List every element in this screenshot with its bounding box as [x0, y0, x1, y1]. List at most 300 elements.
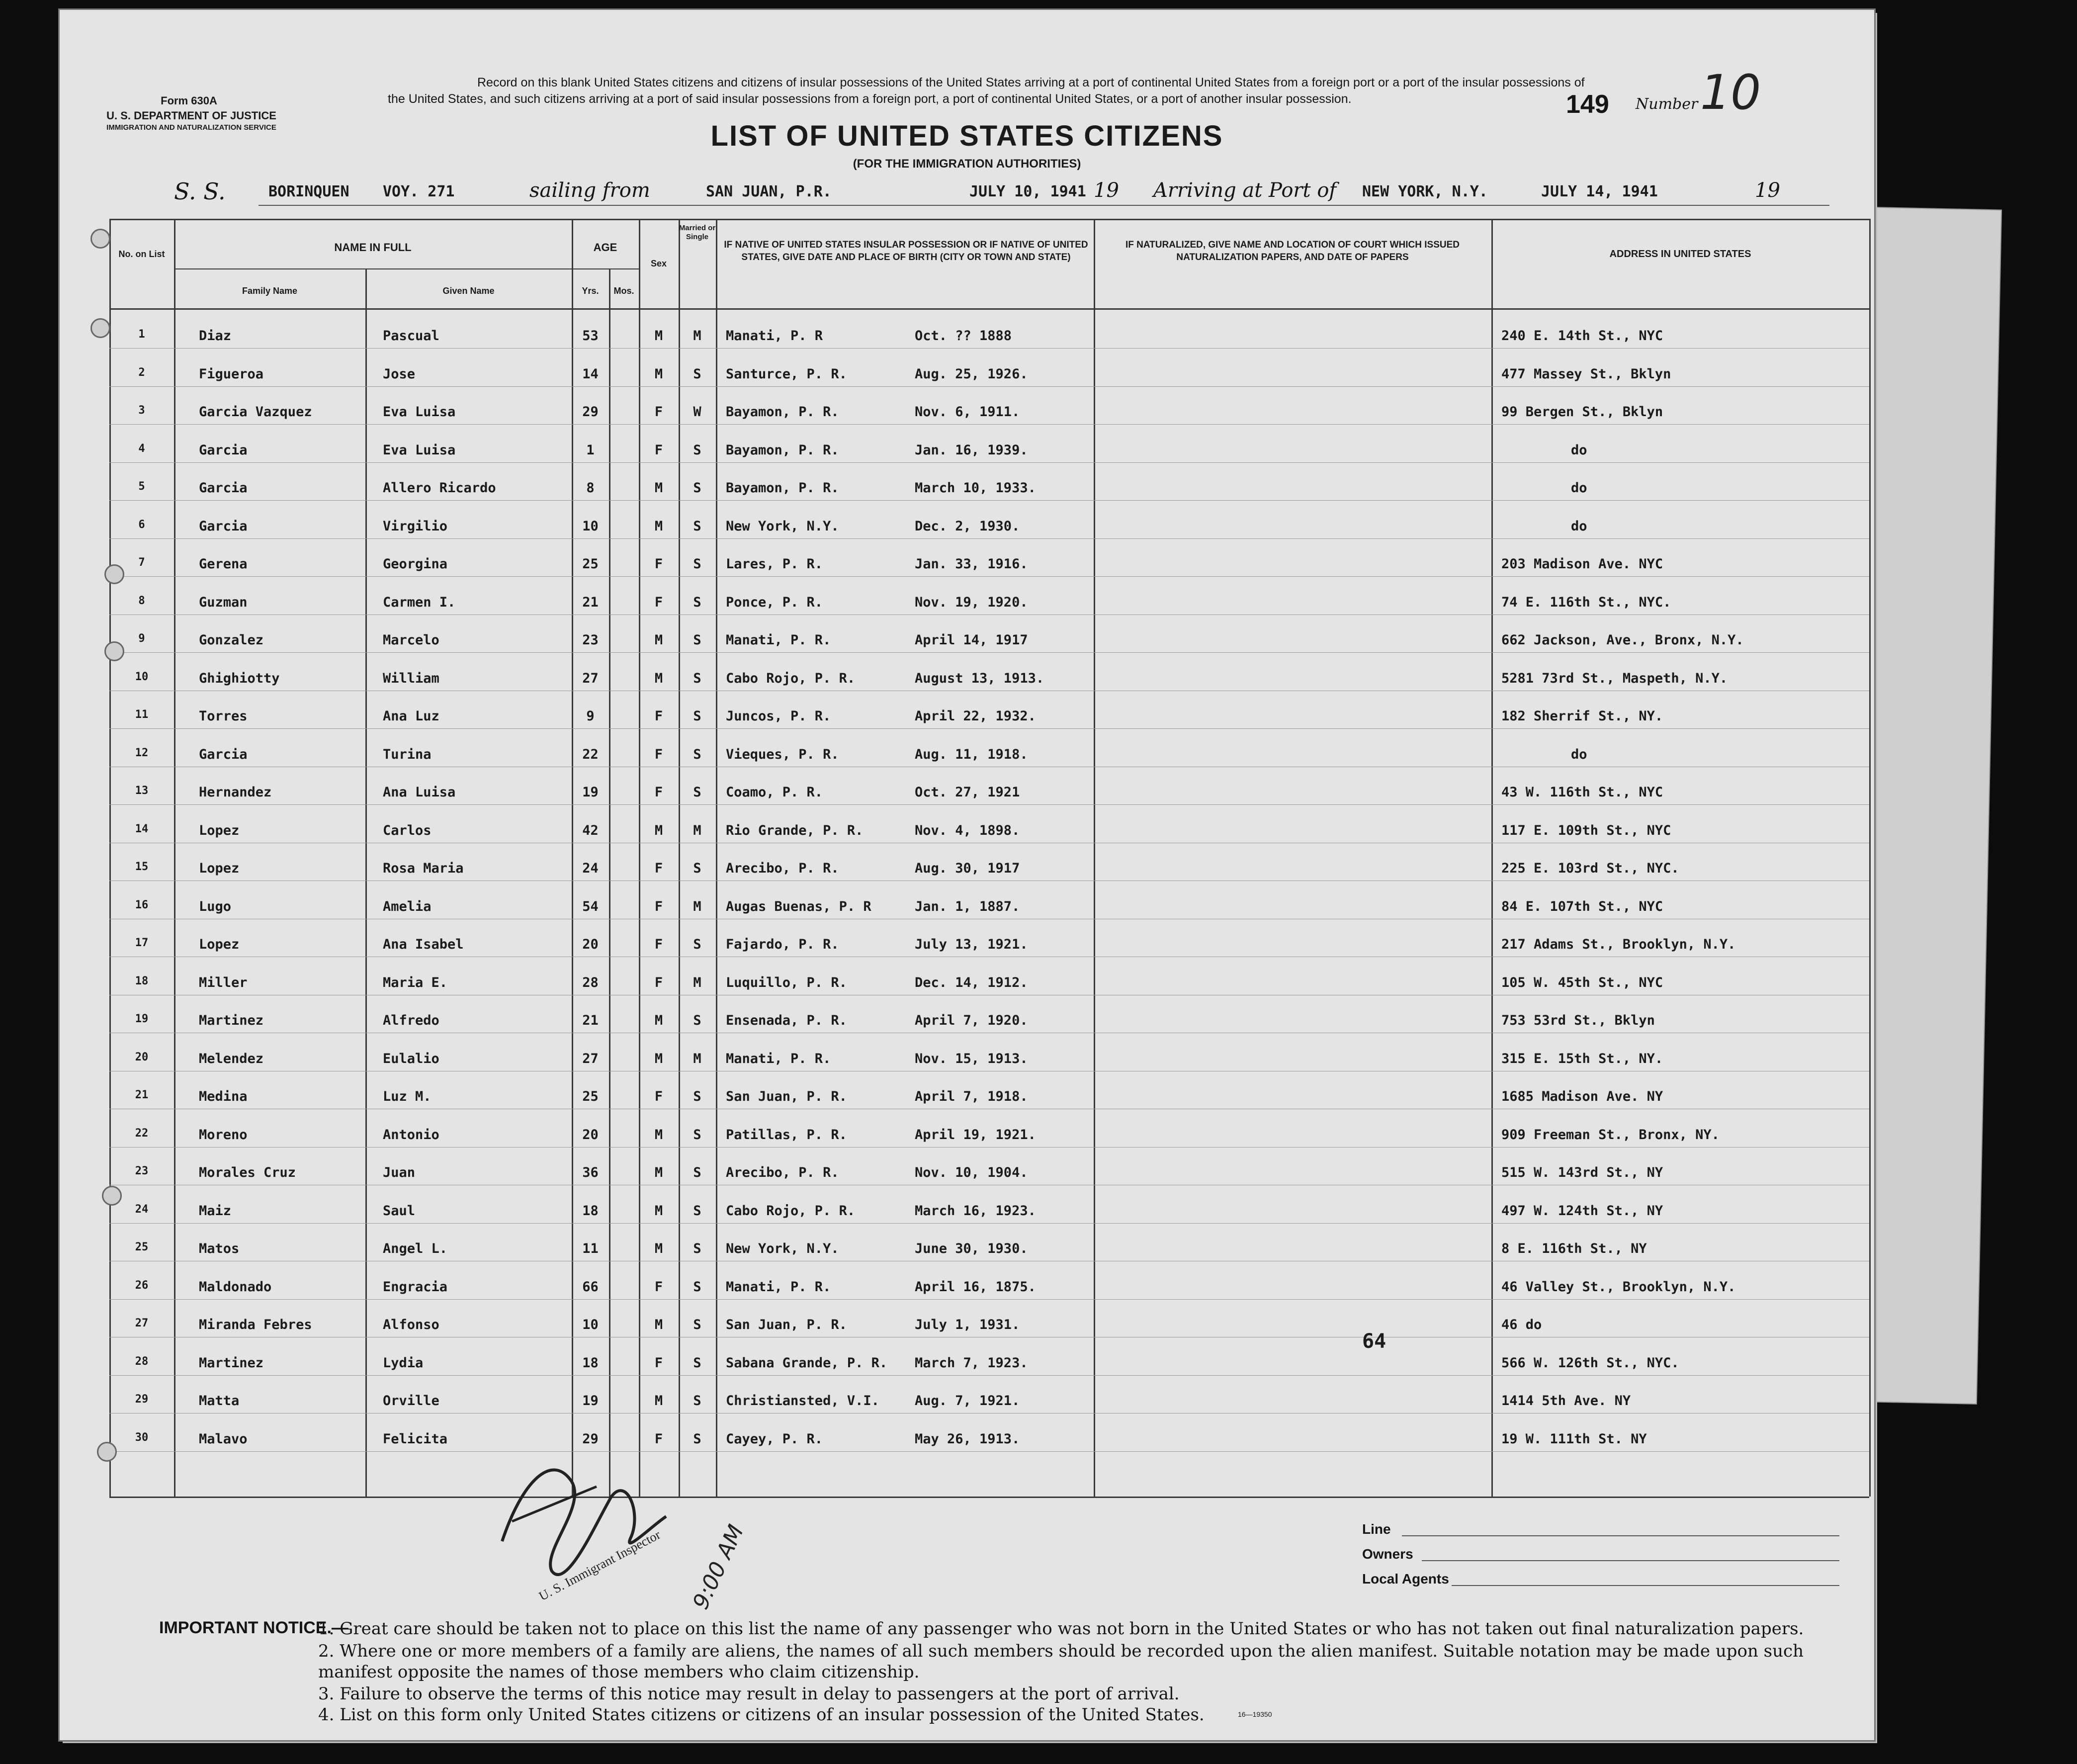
marital-status: S — [693, 1393, 701, 1409]
row-rule — [109, 804, 1869, 805]
us-address: 477 Massey St., Bklyn — [1501, 366, 1671, 382]
us-address: 105 W. 45th St., NYC — [1501, 974, 1663, 990]
row-number: 28 — [135, 1355, 149, 1368]
us-address: 8 E. 116th St., NY — [1501, 1241, 1647, 1256]
marital-status: S — [693, 708, 701, 724]
sex: M — [654, 480, 663, 496]
year-suffix-1: 19 — [1094, 179, 1119, 202]
given-name: Alfonso — [383, 1317, 439, 1332]
row-rule — [109, 386, 1869, 387]
birth-place: Arecibo, P. R. — [726, 1165, 839, 1180]
agents-owners-label: Owners — [1362, 1546, 1413, 1562]
row-number: 19 — [135, 1013, 149, 1025]
given-name: Orville — [383, 1393, 439, 1409]
given-name: Carlos — [383, 822, 432, 838]
age-years: 66 — [582, 1279, 599, 1295]
us-address: 117 E. 109th St., NYC — [1501, 822, 1671, 838]
family-name: Garcia Vazquez — [199, 404, 312, 420]
age-years: 42 — [582, 822, 599, 838]
us-address: do — [1571, 442, 1587, 458]
us-address: 497 W. 124th St., NY — [1501, 1203, 1663, 1219]
marital-status: M — [693, 328, 701, 344]
row-rule — [109, 424, 1869, 425]
age-years: 36 — [582, 1165, 599, 1180]
us-address: 74 E. 116th St., NYC. — [1501, 594, 1671, 610]
birth-date: March 10, 1933. — [915, 480, 1036, 496]
birth-place: New York, N.Y. — [726, 1241, 839, 1256]
age-years: 19 — [582, 1393, 599, 1409]
family-name: Martinez — [199, 1013, 264, 1028]
us-address: 84 E. 107th St., NYC — [1501, 898, 1663, 914]
row-rule — [109, 462, 1869, 463]
birth-place: Christiansted, V.I. — [726, 1393, 879, 1409]
birth-place: Vieques, P. R. — [726, 746, 839, 762]
given-name: Eva Luisa — [383, 442, 456, 458]
family-name: Martinez — [199, 1355, 264, 1371]
print-code: 16—19350 — [1238, 1710, 1272, 1718]
marital-status: S — [693, 556, 701, 572]
marital-status: S — [693, 1165, 701, 1180]
row-rule — [109, 1375, 1869, 1376]
marital-status: S — [693, 861, 701, 876]
family-name: Melendez — [199, 1051, 264, 1066]
birth-place: Sabana Grande, P. R. — [726, 1355, 888, 1371]
family-name: Garcia — [199, 746, 248, 762]
us-address: 240 E. 14th St., NYC — [1501, 328, 1663, 344]
age-years: 27 — [582, 670, 599, 686]
row-number: 27 — [135, 1317, 149, 1329]
age-years: 14 — [582, 366, 599, 382]
birth-date: Oct. ?? 1888 — [915, 328, 1012, 344]
header-age: AGE — [593, 241, 617, 254]
birth-date: Dec. 2, 1930. — [915, 518, 1020, 534]
birth-date: Nov. 15, 1913. — [915, 1051, 1028, 1066]
us-address: 46 Valley St., Brooklyn, N.Y. — [1501, 1279, 1736, 1295]
birth-place: New York, N.Y. — [726, 518, 839, 534]
marital-status: M — [693, 898, 701, 914]
agents-local-label: Local Agents — [1362, 1571, 1449, 1587]
sex: M — [654, 670, 663, 686]
sex: F — [654, 974, 663, 990]
sex: M — [654, 518, 663, 534]
given-name: Rosa Maria — [383, 861, 464, 876]
birth-date: June 30, 1930. — [915, 1241, 1028, 1256]
birth-date: March 16, 1923. — [915, 1203, 1036, 1219]
row-rule — [109, 348, 1869, 349]
marital-status: S — [693, 1355, 701, 1371]
header-mos: Mos. — [613, 286, 634, 296]
binder-hole — [102, 1186, 122, 1206]
header-family-name: Family Name — [242, 286, 298, 296]
signature-inspector-text: U. S. Immigrant Inspector — [536, 1527, 663, 1604]
binder-hole — [97, 1442, 117, 1462]
sailing-date: JULY 10, 1941 — [969, 183, 1086, 200]
row-number: 1 — [138, 328, 145, 341]
sex: M — [654, 632, 663, 648]
given-name: Marcelo — [383, 632, 439, 648]
family-name: Diaz — [199, 328, 232, 344]
marital-status: S — [693, 366, 701, 382]
service: IMMIGRATION AND NATURALIZATION SERVICE — [106, 123, 276, 132]
birth-date: April 16, 1875. — [915, 1279, 1036, 1295]
us-address: 19 W. 111th St. NY — [1501, 1431, 1647, 1447]
sex: M — [654, 1127, 663, 1143]
row-number: 30 — [135, 1431, 149, 1444]
birth-date: Nov. 6, 1911. — [915, 404, 1020, 420]
birth-place: Cayey, P. R. — [726, 1431, 823, 1447]
marital-status: S — [693, 1241, 701, 1256]
us-address: 662 Jackson, Ave., Bronx, N.Y. — [1501, 632, 1744, 648]
row-number: 9 — [138, 632, 145, 645]
marital-status: S — [693, 937, 701, 952]
binder-hole — [90, 318, 110, 338]
row-number: 10 — [135, 670, 149, 683]
given-name: Eulalio — [383, 1051, 439, 1066]
birth-date: Nov. 19, 1920. — [915, 594, 1028, 610]
family-name: Malavo — [199, 1431, 248, 1447]
birth-place: Fajardo, P. R. — [726, 937, 839, 952]
sex: F — [654, 442, 663, 458]
form-number: Form 630A — [161, 94, 217, 107]
manifest-page — [60, 10, 1874, 1740]
sex: F — [654, 1355, 663, 1371]
row-rule — [109, 1451, 1869, 1452]
notice-item-1: 1. Great care should be taken not to place on this list the name of any passenger who was not born in the United States or who has not taken out final naturalization papers. — [318, 1619, 1804, 1639]
family-name: Lopez — [199, 937, 240, 952]
family-name: Lugo — [199, 898, 232, 914]
sex: F — [654, 746, 663, 762]
sailing-from-label: sailing from — [529, 179, 650, 202]
sex: F — [654, 861, 663, 876]
given-name: Ana Isabel — [383, 937, 464, 952]
header-yrs: Yrs. — [582, 286, 599, 296]
given-name: Pascual — [383, 328, 439, 344]
us-address: 753 53rd St., Bklyn — [1501, 1013, 1655, 1028]
marital-status: S — [693, 785, 701, 800]
row-rule — [109, 1223, 1869, 1224]
birth-place: Arecibo, P. R. — [726, 861, 839, 876]
birth-place: Juncos, P. R. — [726, 708, 831, 724]
sex: F — [654, 708, 663, 724]
birth-place: Ponce, P. R. — [726, 594, 823, 610]
row-number: 12 — [135, 746, 149, 759]
sex: F — [654, 404, 663, 420]
header-given-name: Given Name — [442, 286, 495, 296]
sex: F — [654, 1431, 663, 1447]
sex: M — [654, 1393, 663, 1409]
sex: F — [654, 1089, 663, 1104]
us-address: 203 Madison Ave. NYC — [1501, 556, 1663, 572]
birth-date: Dec. 14, 1912. — [915, 974, 1028, 990]
age-years: 23 — [582, 632, 599, 648]
row-number: 8 — [138, 594, 145, 607]
age-years: 28 — [582, 974, 599, 990]
page-title: LIST OF UNITED STATES CITIZENS — [710, 120, 1223, 152]
us-address: 5281 73rd St., Maspeth, N.Y. — [1501, 670, 1728, 686]
family-name: Gonzalez — [199, 632, 264, 648]
sex: F — [654, 937, 663, 952]
sex: F — [654, 1279, 663, 1295]
given-name: Antonio — [383, 1127, 439, 1143]
birth-date: April 14, 1917 — [915, 632, 1028, 648]
family-name: Torres — [199, 708, 248, 724]
marital-status: S — [693, 1431, 701, 1447]
binder-hole — [104, 641, 124, 661]
marital-status: S — [693, 480, 701, 496]
us-address: 182 Sherrif St., NY. — [1501, 708, 1663, 724]
header-married-single: Married or Single — [679, 224, 716, 241]
family-name: Ghighiotty — [199, 670, 280, 686]
birth-place: San Juan, P. R. — [726, 1089, 847, 1104]
row-rule — [109, 576, 1869, 577]
agents-line-label: Line — [1362, 1521, 1391, 1537]
family-name: Hernandez — [199, 785, 272, 800]
birth-place: Bayamon, P. R. — [726, 480, 839, 496]
family-name: Moreno — [199, 1127, 248, 1143]
given-name: Turina — [383, 746, 432, 762]
inspector-signature — [482, 1422, 780, 1631]
header-name-in-full: NAME IN FULL — [334, 241, 412, 254]
family-name: Medina — [199, 1089, 248, 1104]
birth-place: Bayamon, P. R. — [726, 404, 839, 420]
age-years: 27 — [582, 1051, 599, 1066]
sex: M — [654, 1165, 663, 1180]
birth-place: San Juan, P. R. — [726, 1317, 847, 1332]
family-name: Guzman — [199, 594, 248, 610]
birth-place: Manati, P. R — [726, 328, 823, 344]
family-name: Miller — [199, 974, 248, 990]
number-label: Number — [1636, 95, 1698, 113]
birth-date: Nov. 4, 1898. — [915, 822, 1020, 838]
us-address: 43 W. 116th St., NYC — [1501, 785, 1663, 800]
marital-status: S — [693, 1317, 701, 1332]
birth-place: Bayamon, P. R. — [726, 442, 839, 458]
arriving-port: NEW YORK, N.Y. — [1362, 183, 1488, 200]
row-number: 25 — [135, 1241, 149, 1253]
given-name: Juan — [383, 1165, 416, 1180]
arriving-label: Arriving at Port of — [1153, 179, 1337, 202]
year-suffix-2: 19 — [1755, 179, 1780, 202]
sex: M — [654, 1241, 663, 1256]
family-name: Miranda Febres — [199, 1317, 312, 1332]
birth-place: Augas Buenas, P. R — [726, 898, 871, 914]
marital-status: S — [693, 1279, 701, 1295]
marital-status: S — [693, 1089, 701, 1104]
sex: F — [654, 898, 663, 914]
header-naturalized: IF NATURALIZED, GIVE NAME AND LOCATION OF COURT WHICH ISSUED NATURALIZATION PAPERS, AND DATE OF PAPERS — [1125, 240, 1460, 263]
age-years: 9 — [586, 708, 595, 724]
birth-date: Aug. 11, 1918. — [915, 746, 1028, 762]
birth-place: Manati, P. R. — [726, 1279, 831, 1295]
given-name: Amelia — [383, 898, 432, 914]
row-number: 18 — [135, 974, 149, 987]
given-name: Maria E. — [383, 974, 448, 990]
header-no: No. on List — [118, 249, 165, 259]
us-address: 315 E. 15th St., NY. — [1501, 1051, 1663, 1066]
family-name: Maldonado — [199, 1279, 272, 1295]
birth-place: Manati, P. R. — [726, 1051, 831, 1066]
marital-status: M — [693, 822, 701, 838]
given-name: Jose — [383, 366, 416, 382]
row-rule — [109, 538, 1869, 539]
row-number: 6 — [138, 518, 145, 531]
age-years: 20 — [582, 937, 599, 952]
sex: M — [654, 822, 663, 838]
sex: M — [654, 1317, 663, 1332]
us-address: 566 W. 126th St., NYC. — [1501, 1355, 1679, 1371]
given-name: Carmen I. — [383, 594, 456, 610]
age-years: 24 — [582, 861, 599, 876]
family-name: Lopez — [199, 861, 240, 876]
marital-status: S — [693, 632, 701, 648]
row-number: 21 — [135, 1089, 149, 1101]
family-name: Garcia — [199, 480, 248, 496]
birth-date: Aug. 7, 1921. — [915, 1393, 1020, 1409]
birth-date: Aug. 25, 1926. — [915, 366, 1028, 382]
birth-place: Santurce, P. R. — [726, 366, 847, 382]
us-address: 99 Bergen St., Bklyn — [1501, 404, 1663, 420]
header-address: ADDRESS IN UNITED STATES — [1609, 249, 1751, 260]
given-name: Lydia — [383, 1355, 424, 1371]
row-number: 23 — [135, 1165, 149, 1177]
ss-label: S. S. — [174, 178, 226, 205]
birth-place: Manati, P. R. — [726, 632, 831, 648]
row-number: 4 — [138, 442, 145, 455]
birth-date: March 7, 1923. — [915, 1355, 1028, 1371]
signature-time: 9:00 AM — [688, 1521, 749, 1613]
row-number: 2 — [138, 366, 145, 379]
age-years: 53 — [582, 328, 599, 344]
sex: F — [654, 594, 663, 610]
birth-date: July 1, 1931. — [915, 1317, 1020, 1332]
sex: F — [654, 556, 663, 572]
row-number: 13 — [135, 785, 149, 797]
notice-heading: IMPORTANT NOTICE.— — [159, 1618, 348, 1637]
sex: M — [654, 366, 663, 382]
birth-date: April 22, 1932. — [915, 708, 1036, 724]
arriving-date: JULY 14, 1941 — [1541, 183, 1658, 200]
birth-date: May 26, 1913. — [915, 1431, 1020, 1447]
birth-place: Lares, P. R. — [726, 556, 823, 572]
row-rule — [109, 728, 1869, 729]
department: U. S. DEPARTMENT OF JUSTICE — [106, 109, 276, 122]
ship-name: BORINQUEN — [268, 183, 349, 200]
row-number: 26 — [135, 1279, 149, 1292]
birth-date: Jan. 1, 1887. — [915, 898, 1020, 914]
marital-status: S — [693, 1013, 701, 1028]
marital-status: M — [693, 974, 701, 990]
header-birth: IF NATIVE OF UNITED STATES INSULAR POSSESSION OR IF NATIVE OF UNITED STATES, GIVE DATE AND PLACE OF BIRTH (CITY OR TOWN AND STATE) — [724, 240, 1088, 263]
age-years: 18 — [582, 1203, 599, 1219]
annotation-64: 64 — [1362, 1330, 1386, 1353]
row-number: 17 — [135, 937, 149, 949]
marital-status: S — [693, 442, 701, 458]
row-number: 20 — [135, 1051, 149, 1063]
family-name: Lopez — [199, 822, 240, 838]
given-name: Allero Ricardo — [383, 480, 496, 496]
family-name: Figueroa — [199, 366, 264, 382]
marital-status: W — [693, 404, 701, 420]
age-years: 21 — [582, 1013, 599, 1028]
birth-place: Ensenada, P. R. — [726, 1013, 847, 1028]
row-number: 11 — [135, 708, 149, 721]
family-name: Morales Cruz — [199, 1165, 296, 1180]
age-years: 18 — [582, 1355, 599, 1371]
row-number: 24 — [135, 1203, 149, 1216]
row-number: 22 — [135, 1127, 149, 1140]
given-name: Alfredo — [383, 1013, 439, 1028]
marital-status: S — [693, 746, 701, 762]
sex: M — [654, 328, 663, 344]
row-rule — [109, 652, 1869, 653]
birth-place: Rio Grande, P. R. — [726, 822, 864, 838]
row-number: 7 — [138, 556, 145, 569]
birth-place: Luquillo, P. R. — [726, 974, 847, 990]
birth-place: Coamo, P. R. — [726, 785, 823, 800]
us-address: 515 W. 143rd St., NY — [1501, 1165, 1663, 1180]
given-name: William — [383, 670, 439, 686]
given-name: Felicita — [383, 1431, 448, 1447]
birth-date: Oct. 27, 1921 — [915, 785, 1020, 800]
family-name: Matta — [199, 1393, 240, 1409]
birth-date: Nov. 10, 1904. — [915, 1165, 1028, 1180]
us-address: do — [1571, 480, 1587, 496]
given-name: Engracia — [383, 1279, 448, 1295]
row-rule — [109, 1299, 1869, 1300]
us-address: 1685 Madison Ave. NY — [1501, 1089, 1663, 1104]
family-name: Matos — [199, 1241, 240, 1256]
marital-status: S — [693, 518, 701, 534]
age-years: 1 — [586, 442, 595, 458]
us-address: 909 Freeman St., Bronx, NY. — [1501, 1127, 1720, 1143]
birth-place: Patillas, P. R. — [726, 1127, 847, 1143]
age-years: 10 — [582, 1317, 599, 1332]
stamp-number: 149 — [1566, 90, 1609, 119]
voyage-number: VOY. 271 — [383, 183, 455, 200]
given-name: Ana Luz — [383, 708, 439, 724]
row-number: 15 — [135, 861, 149, 873]
us-address: 1414 5th Ave. NY — [1501, 1393, 1631, 1409]
notice-item-3: 3. Failure to observe the terms of this notice may result in delay to passengers at the port of arrival. — [318, 1684, 1180, 1704]
sailing-from: SAN JUAN, P.R. — [706, 183, 832, 200]
given-name: Eva Luisa — [383, 404, 456, 420]
age-years: 25 — [582, 556, 599, 572]
binder-hole — [90, 229, 110, 249]
age-years: 19 — [582, 785, 599, 800]
family-name: Gerena — [199, 556, 248, 572]
row-number: 5 — [138, 480, 145, 493]
sex: M — [654, 1013, 663, 1028]
marital-status: S — [693, 1203, 701, 1219]
row-number: 3 — [138, 404, 145, 417]
sex: M — [654, 1203, 663, 1219]
birth-date: July 13, 1921. — [915, 937, 1028, 952]
notice-item-4: 4. List on this form only United States citizens or citizens of an insular possession of the United States. — [318, 1705, 1205, 1725]
row-number: 29 — [135, 1393, 149, 1406]
notice-item-2: 2. Where one or more members of a family are aliens, the names of all such members should be recorded upon the alien manifest. Suitable notation may be made upon such manifest opposite the names of those members who claim citizenship. — [318, 1641, 1804, 1682]
sex: F — [654, 785, 663, 800]
age-years: 22 — [582, 746, 599, 762]
birth-date: April 19, 1921. — [915, 1127, 1036, 1143]
us-address: do — [1571, 518, 1587, 534]
birth-date: April 7, 1920. — [915, 1013, 1028, 1028]
given-name: Ana Luisa — [383, 785, 456, 800]
age-years: 8 — [586, 480, 595, 496]
family-name: Garcia — [199, 442, 248, 458]
us-address: 225 E. 103rd St., NYC. — [1501, 861, 1679, 876]
given-name: Luz M. — [383, 1089, 432, 1104]
age-years: 25 — [582, 1089, 599, 1104]
